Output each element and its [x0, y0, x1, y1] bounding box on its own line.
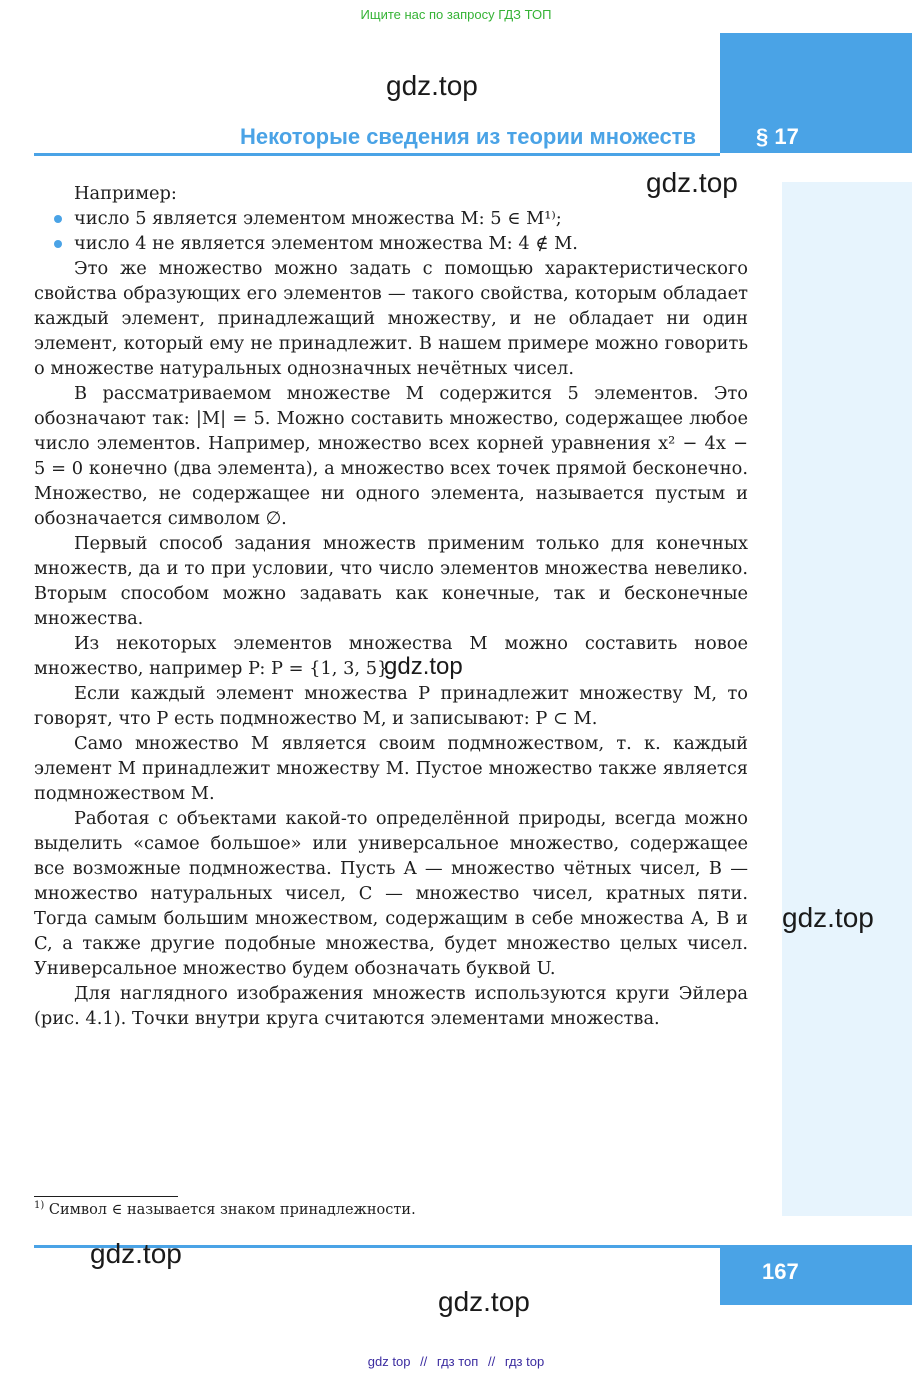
link-separator: // [487, 1354, 496, 1369]
footnote [34, 1200, 734, 1218]
paragraph: Из некоторых элементов множества M можно составить новое множество, например P: P = {1, 3, 5}. [34, 633, 748, 679]
paragraph: Первый способ задания множеств применим только для конечных множеств, да и то при условии, что число элементов множества невелико. Вторым способом можно задавать как конечные, так и бесконечные множества. [34, 533, 748, 629]
paragraph: Для наглядного изображения множеств используются круги Эйлера (рис. 4.1). Точки внутри круга считаются элементами множества. [34, 983, 748, 1029]
link-gdz-top-mixed[interactable]: гдз top [504, 1354, 545, 1369]
bullet-dot-icon [54, 215, 62, 223]
footnote-text: Символ ∈ называется знаком принадлежности. [48, 1201, 416, 1218]
watermark: gdz.top [782, 902, 874, 933]
link-gdz-top-ru[interactable]: гдз топ [436, 1354, 479, 1369]
header-rule [34, 153, 720, 156]
section-title: Некоторые сведения из теории множеств [239, 124, 696, 149]
bullet-item [34, 206, 748, 231]
margin-panel [782, 182, 912, 1216]
watermark: gdz.top [90, 1238, 182, 1269]
bullet-text: число 5 является элементом множества M: 5 ∈ M¹⁾; [74, 208, 562, 229]
paragraph: Работая с объектами какой-то определённой природы, всегда можно выделить «самое большое» или универсальное множество, содержащее все возможные подмножества. Пусть A — множество чётных чисел, B — множество натуральных чисел, C — множество чисел, кратных пяти. Тогда самым большим множеством, содержащим в себе множества A, B и C, а также другие подобные множества, будет множество целых чисел. Универсальное множество будем обозначать буквой U. [34, 808, 748, 979]
top-search-hint: Ищите нас по запросу ГДЗ ТОП [360, 7, 552, 22]
watermark: gdz.top [386, 70, 478, 101]
link-separator: // [420, 1354, 428, 1369]
footnote-rule [34, 1196, 178, 1197]
watermark: gdz.top [646, 167, 738, 198]
section-tab [720, 33, 912, 153]
link-gdz-top[interactable]: gdz top [367, 1354, 411, 1369]
watermark: gdz.top [384, 653, 463, 680]
page-number-tab [720, 1245, 912, 1305]
section-number: § 17 [756, 124, 799, 149]
watermark: gdz.top [438, 1286, 530, 1317]
page-number: 167 [762, 1259, 799, 1284]
body-text [34, 181, 748, 1031]
footnote-mark: 1) [34, 1200, 45, 1211]
bullet-item [34, 231, 748, 256]
paragraph: Это же множество можно задать с помощью характеристического свойства образующих его элементов — такого свойства, которым обладает каждый элемент, принадлежащий множеству, и не обладает ни один элемент, который ему не принадлежит. В нашем примере можно говорить о множестве натуральных однозначных нечётных чисел. [34, 258, 748, 379]
paragraph: Если каждый элемент множества P принадлежит множеству M, то говорят, что P есть подмножество M, и записывают: P ⊂ M. [34, 683, 748, 729]
paragraph: В рассматриваемом множестве M содержится 5 элементов. Это обозначают так: |M| = 5. Можно составить множество, содержащее любое число элементов. Например, множество всех корней уравнения x² − 4x − 5 = 0 конечно (два элемента), а множество всех точек прямой бесконечно. Множество, не содержащее ни одного элемента, называется пустым и обозначается символом ∅. [34, 383, 748, 529]
bullet-dot-icon [54, 240, 62, 248]
paragraph: Например: [74, 183, 177, 204]
bullet-text: число 4 не является элементом множества M: 4 ∉ M. [74, 233, 578, 254]
paragraph: Само множество M является своим подмножеством, т. к. каждый элемент M принадлежит множеству M. Пустое множество также является подмножеством M. [34, 733, 748, 804]
bottom-links [0, 1354, 912, 1369]
